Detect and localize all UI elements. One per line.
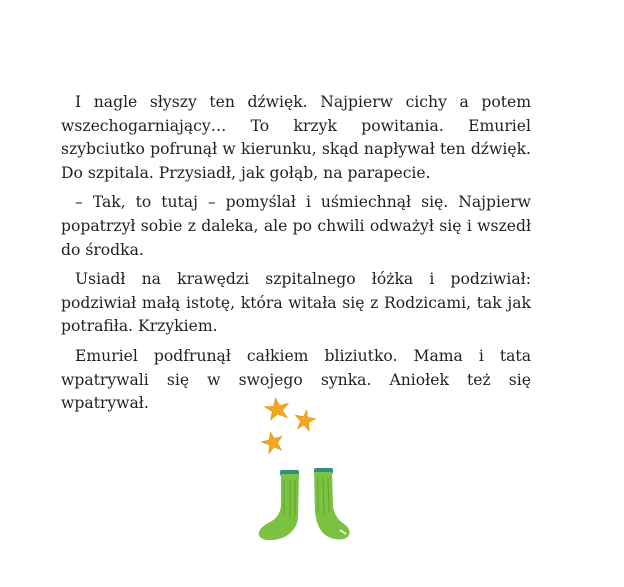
star-icon: [264, 396, 291, 420]
right-sock: [314, 468, 350, 539]
story-text: [61, 91, 531, 422]
paragraph-4: Emuriel podfrunął całkiem bliziutko. Mama i tata wpatrywali się w swojego synka. Aniołek też się wpatrywał.: [61, 346, 531, 413]
star-icon: [293, 408, 316, 431]
paragraph-3: Usiadł na krawędzi szpitalnego łóżka i podziwiał: podziwiał małą istotę, która witała się z Rodzicami, tak jak potrafiła. Krzykiem.: [61, 270, 531, 336]
star-icon: [260, 430, 285, 455]
stars-group: [260, 396, 317, 454]
paragraph-1: I nagle słyszy ten dźwięk. Najpierw cichy a potem wszechogarniający… To krzyk powitania. Emuriel szybciutko pofrunął w kierunku, skąd napływał ten dźwięk. Do szpitala. Przysiadł, jak gołąb, na parapecie.: [61, 93, 531, 182]
paragraph-2: – Tak, to tutaj – pomyślał i uśmiechnął się. Najpierw popatrzył sobie z daleka, ale po chwili odważył się i wszedł do środka.: [61, 193, 531, 259]
angel-socks-illustration: [244, 394, 374, 554]
left-sock: [259, 470, 299, 540]
